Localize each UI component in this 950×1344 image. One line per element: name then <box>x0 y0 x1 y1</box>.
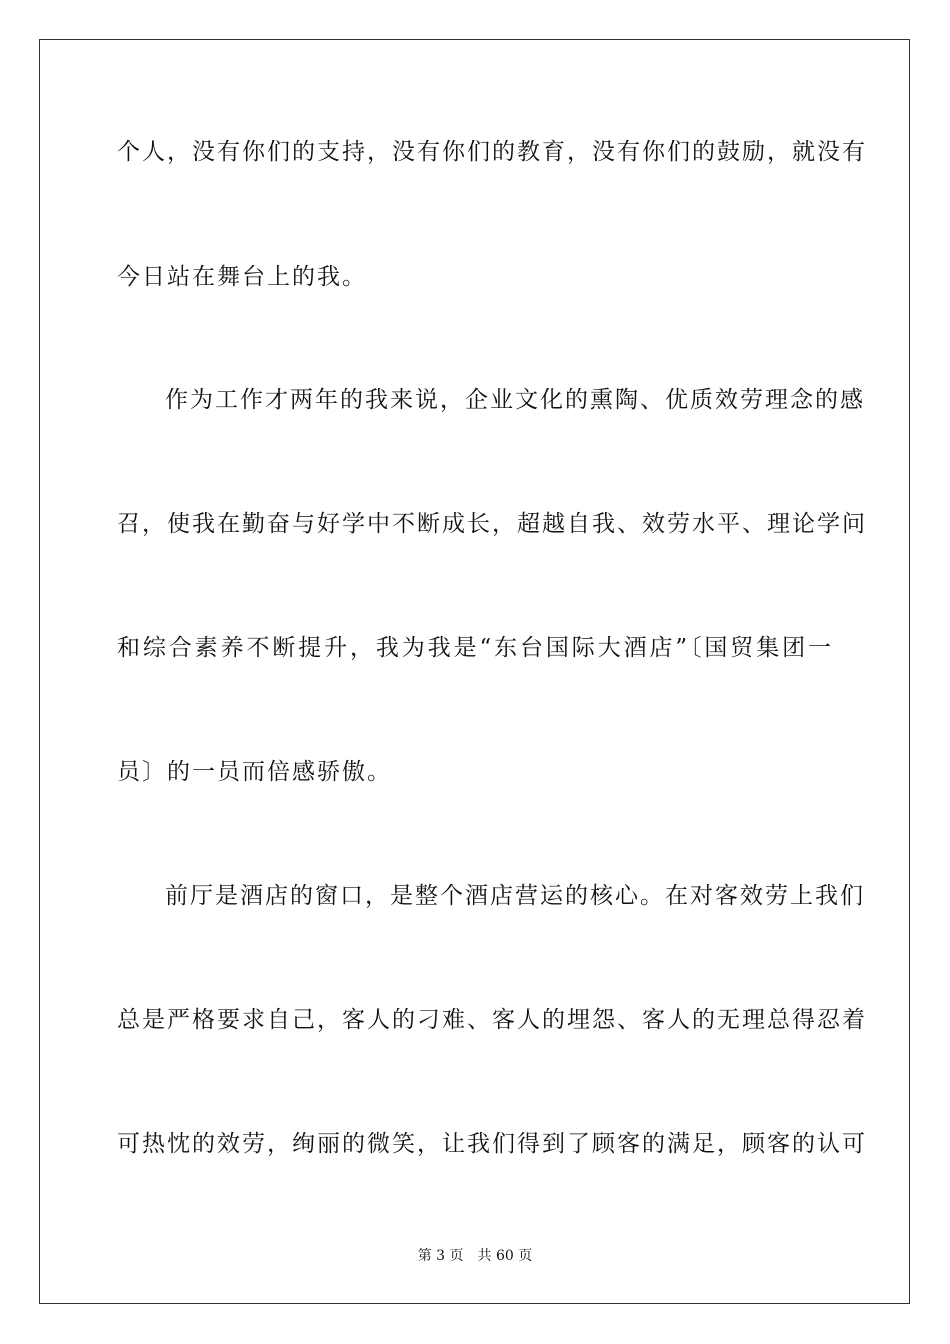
page-border <box>39 39 910 1304</box>
page-number: 第 3 页 <box>417 1248 464 1264</box>
text-line: 可热忱的效劳，绚丽的微笑，让我们得到了顾客的满足，顾客的认可 <box>117 1131 867 1157</box>
text-line: 作为工作才两年的我来说，企业文化的熏陶、优质效劳理念的感 <box>165 387 865 413</box>
text-line: 召，使我在勤奋与好学中不断成长，超越自我、效劳水平、理论学问 <box>117 511 867 537</box>
text-line: 员〕的一员而倍感骄傲。 <box>117 759 392 785</box>
text-line: 个人，没有你们的支持，没有你们的教育，没有你们的鼓励，就没有 <box>117 139 867 165</box>
page-total: 共 60 页 <box>477 1248 533 1264</box>
text-line: 和综合素养不断提升，我为我是“东台国际大酒店”〔国贸集团一 <box>117 635 833 661</box>
page-footer <box>0 1247 950 1265</box>
text-line: 前厅是酒店的窗口，是整个酒店营运的核心。在对客效劳上我们 <box>165 883 865 909</box>
text-line: 总是严格要求自己，客人的刁难、客人的埋怨、客人的无理总得忍着 <box>117 1007 867 1033</box>
text-line: 今日站在舞台上的我。 <box>117 264 367 290</box>
